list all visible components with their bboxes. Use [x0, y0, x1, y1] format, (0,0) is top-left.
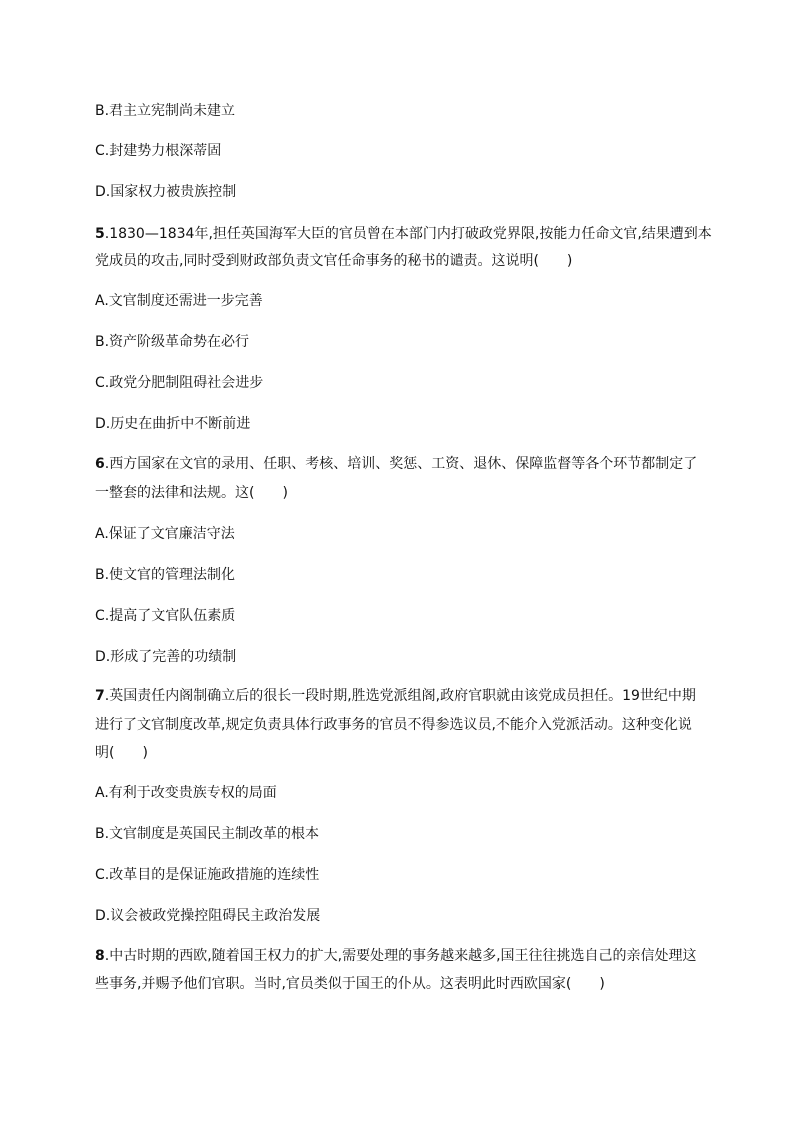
q5-option-d: D.历史在曲折中不断前进 — [95, 416, 251, 432]
q7-option-d: D.议会被政党操控阻碍民主政治发展 — [95, 908, 321, 924]
q4-option-b: B.君主立宪制尚未建立 — [95, 103, 236, 119]
question-7-text: .英国责任内阁制确立后的很长一段时期,胜选党派组阁,政府官职就由该党成员担任。19世纪中期 — [104, 688, 696, 704]
question-8-text: .中古时期的西欧,随着国王权力的扩大,需要处理的事务越来越多,国王往往挑选自己的亲信处理这 — [104, 948, 697, 964]
question-7-stem-line-3: 明( ) — [95, 745, 148, 761]
question-8-stem-line-1 — [95, 946, 715, 966]
question-8-stem-line-2: 些事务,并赐予他们官职。当时,官员类似于国王的仆从。这表明此时西欧国家( ) — [95, 976, 605, 992]
q6-option-c: C.提高了文官队伍素质 — [95, 608, 236, 624]
question-8-number: 8 — [95, 948, 105, 964]
q7-option-b: B.文官制度是英国民主制改革的根本 — [95, 826, 320, 842]
q7-option-a: A.有利于改变贵族专权的局面 — [95, 785, 277, 801]
q4-option-d: D.国家权力被贵族控制 — [95, 184, 237, 200]
question-6-text: .西方国家在文官的录用、任职、考核、培训、奖惩、工资、退休、保障监督等各个环节都制定了 — [104, 456, 698, 472]
q5-option-b: B.资产阶级革命势在必行 — [95, 334, 250, 350]
question-6-stem-line-1 — [95, 454, 715, 474]
q4-option-c: C.封建势力根深蒂固 — [95, 143, 222, 159]
q6-option-b: B.使文官的管理法制化 — [95, 567, 236, 583]
question-7-stem-line-2: 进行了文官制度改革,规定负责具体行政事务的官员不得参选议员,不能介入党派活动。这种变化说 — [95, 717, 692, 733]
question-5-stem-line-1 — [95, 224, 715, 244]
question-5-stem-line-2: 党成员的攻击,同时受到财政部负责文官任命事务的秘书的谴责。这说明( ) — [95, 253, 573, 269]
q6-option-a: A.保证了文官廉洁守法 — [95, 526, 235, 542]
q5-option-c: C.政党分肥制阻碍社会进步 — [95, 375, 264, 391]
q6-option-d: D.形成了完善的功绩制 — [95, 649, 237, 665]
question-5-number: 5 — [95, 226, 105, 242]
question-7-number: 7 — [95, 688, 105, 704]
question-6-number: 6 — [95, 456, 105, 472]
question-6-stem-line-2: 一整套的法律和法规。这( ) — [95, 485, 288, 501]
q5-option-a: A.文官制度还需进一步完善 — [95, 293, 263, 309]
question-5-text: .1830—1834年,担任英国海军大臣的官员曾在本部门内打破政党界限,按能力任命文官,结果遭到本 — [104, 226, 712, 242]
question-7-stem-line-1 — [95, 686, 715, 706]
q7-option-c: C.改革目的是保证施政措施的连续性 — [95, 867, 320, 883]
